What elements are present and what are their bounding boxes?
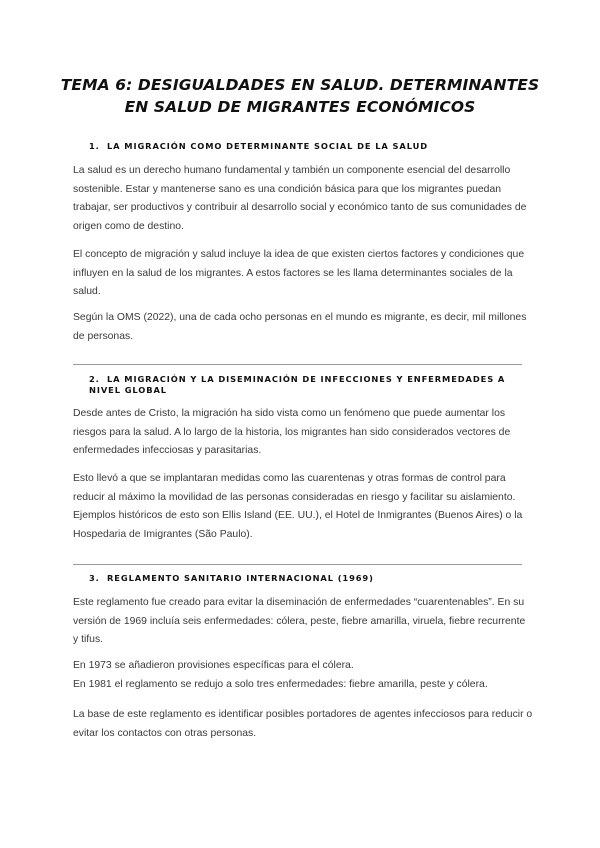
section-3-paragraph-2: En 1973 se añadieron provisiones específicas para el cólera. bbox=[73, 660, 354, 671]
document-title: TEMA 6: DESIGUALDADES EN SALUD. DETERMINANTES EN SALUD DE MIGRANTES ECONÓMICOS bbox=[60, 76, 540, 116]
section-1-heading bbox=[89, 141, 529, 152]
section-1-paragraph-3: Según la OMS (2022), una de cada ocho personas en el mundo es migrante, es decir, mil millones de personas. bbox=[73, 312, 527, 342]
section-2-paragraph-2: Esto llevó a que se implantaran medidas como las cuarentenas y otras formas de control para reducir al máximo la movilidad de las personas consideradas en riesgo y facilitar su aislamiento. Ejemplos históricos de esto son Ellis Island (EE. UU.), el Hotel de Inmigrantes (Buenos Aires) o la Hospedaria de Imigrantes (São Paulo). bbox=[73, 473, 523, 540]
section-3-title: REGLAMENTO SANITARIO INTERNACIONAL (1969) bbox=[107, 573, 374, 583]
section-1-number: 1. bbox=[89, 141, 100, 151]
section-1-paragraph-2: El concepto de migración y salud incluye la idea de que existen ciertos factores y condiciones que influyen en la salud de los migrantes. A estos factores se les llama determinantes sociales de la salud. bbox=[73, 249, 525, 298]
section-3-paragraph-3: En 1981 el reglamento se redujo a solo tres enfermedades: fiebre amarilla, peste y cólera. bbox=[73, 679, 488, 690]
section-3-paragraph-1: Este reglamento fue creado para evitar la diseminación de enfermedades “cuarentenables”. En su versión de 1969 incluía seis enfermedades: cólera, peste, fiebre amarilla, viruela, fiebre recurrente y tifus. bbox=[73, 597, 526, 646]
section-divider bbox=[73, 564, 522, 565]
section-3-paragraph-4: La base de este reglamento es identificar posibles portadores de agentes infecciosos para reducir o evitar los contactos con otras personas. bbox=[73, 709, 533, 739]
section-2-heading bbox=[89, 374, 529, 395]
section-1-title: LA MIGRACIÓN COMO DETERMINANTE SOCIAL DE LA SALUD bbox=[107, 141, 429, 151]
section-3-heading bbox=[89, 573, 529, 584]
section-2-paragraph-1: Desde antes de Cristo, la migración ha sido vista como un fenómeno que puede aumentar los riesgos para la salud. A lo largo de la historia, los migrantes han sido considerados vectores de enfermedades infecciosas y parasitarias. bbox=[73, 408, 511, 457]
section-2-title: LA MIGRACIÓN Y LA DISEMINACIÓN DE INFECCIONES Y ENFERMEDADES A NIVEL GLOBAL bbox=[89, 374, 506, 395]
section-3-number: 3. bbox=[89, 573, 100, 583]
section-2-number: 2. bbox=[89, 374, 100, 384]
section-1-paragraph-1: La salud es un derecho humano fundamental y también un componente esencial del desarrollo sostenible. Estar y mantenerse sano es una condición básica para que los migrantes puedan trabajar, ser productivos y contribuir al desarrollo social y económico tanto de sus comunidades de origen como de destino. bbox=[73, 165, 527, 232]
section-divider bbox=[73, 364, 522, 365]
